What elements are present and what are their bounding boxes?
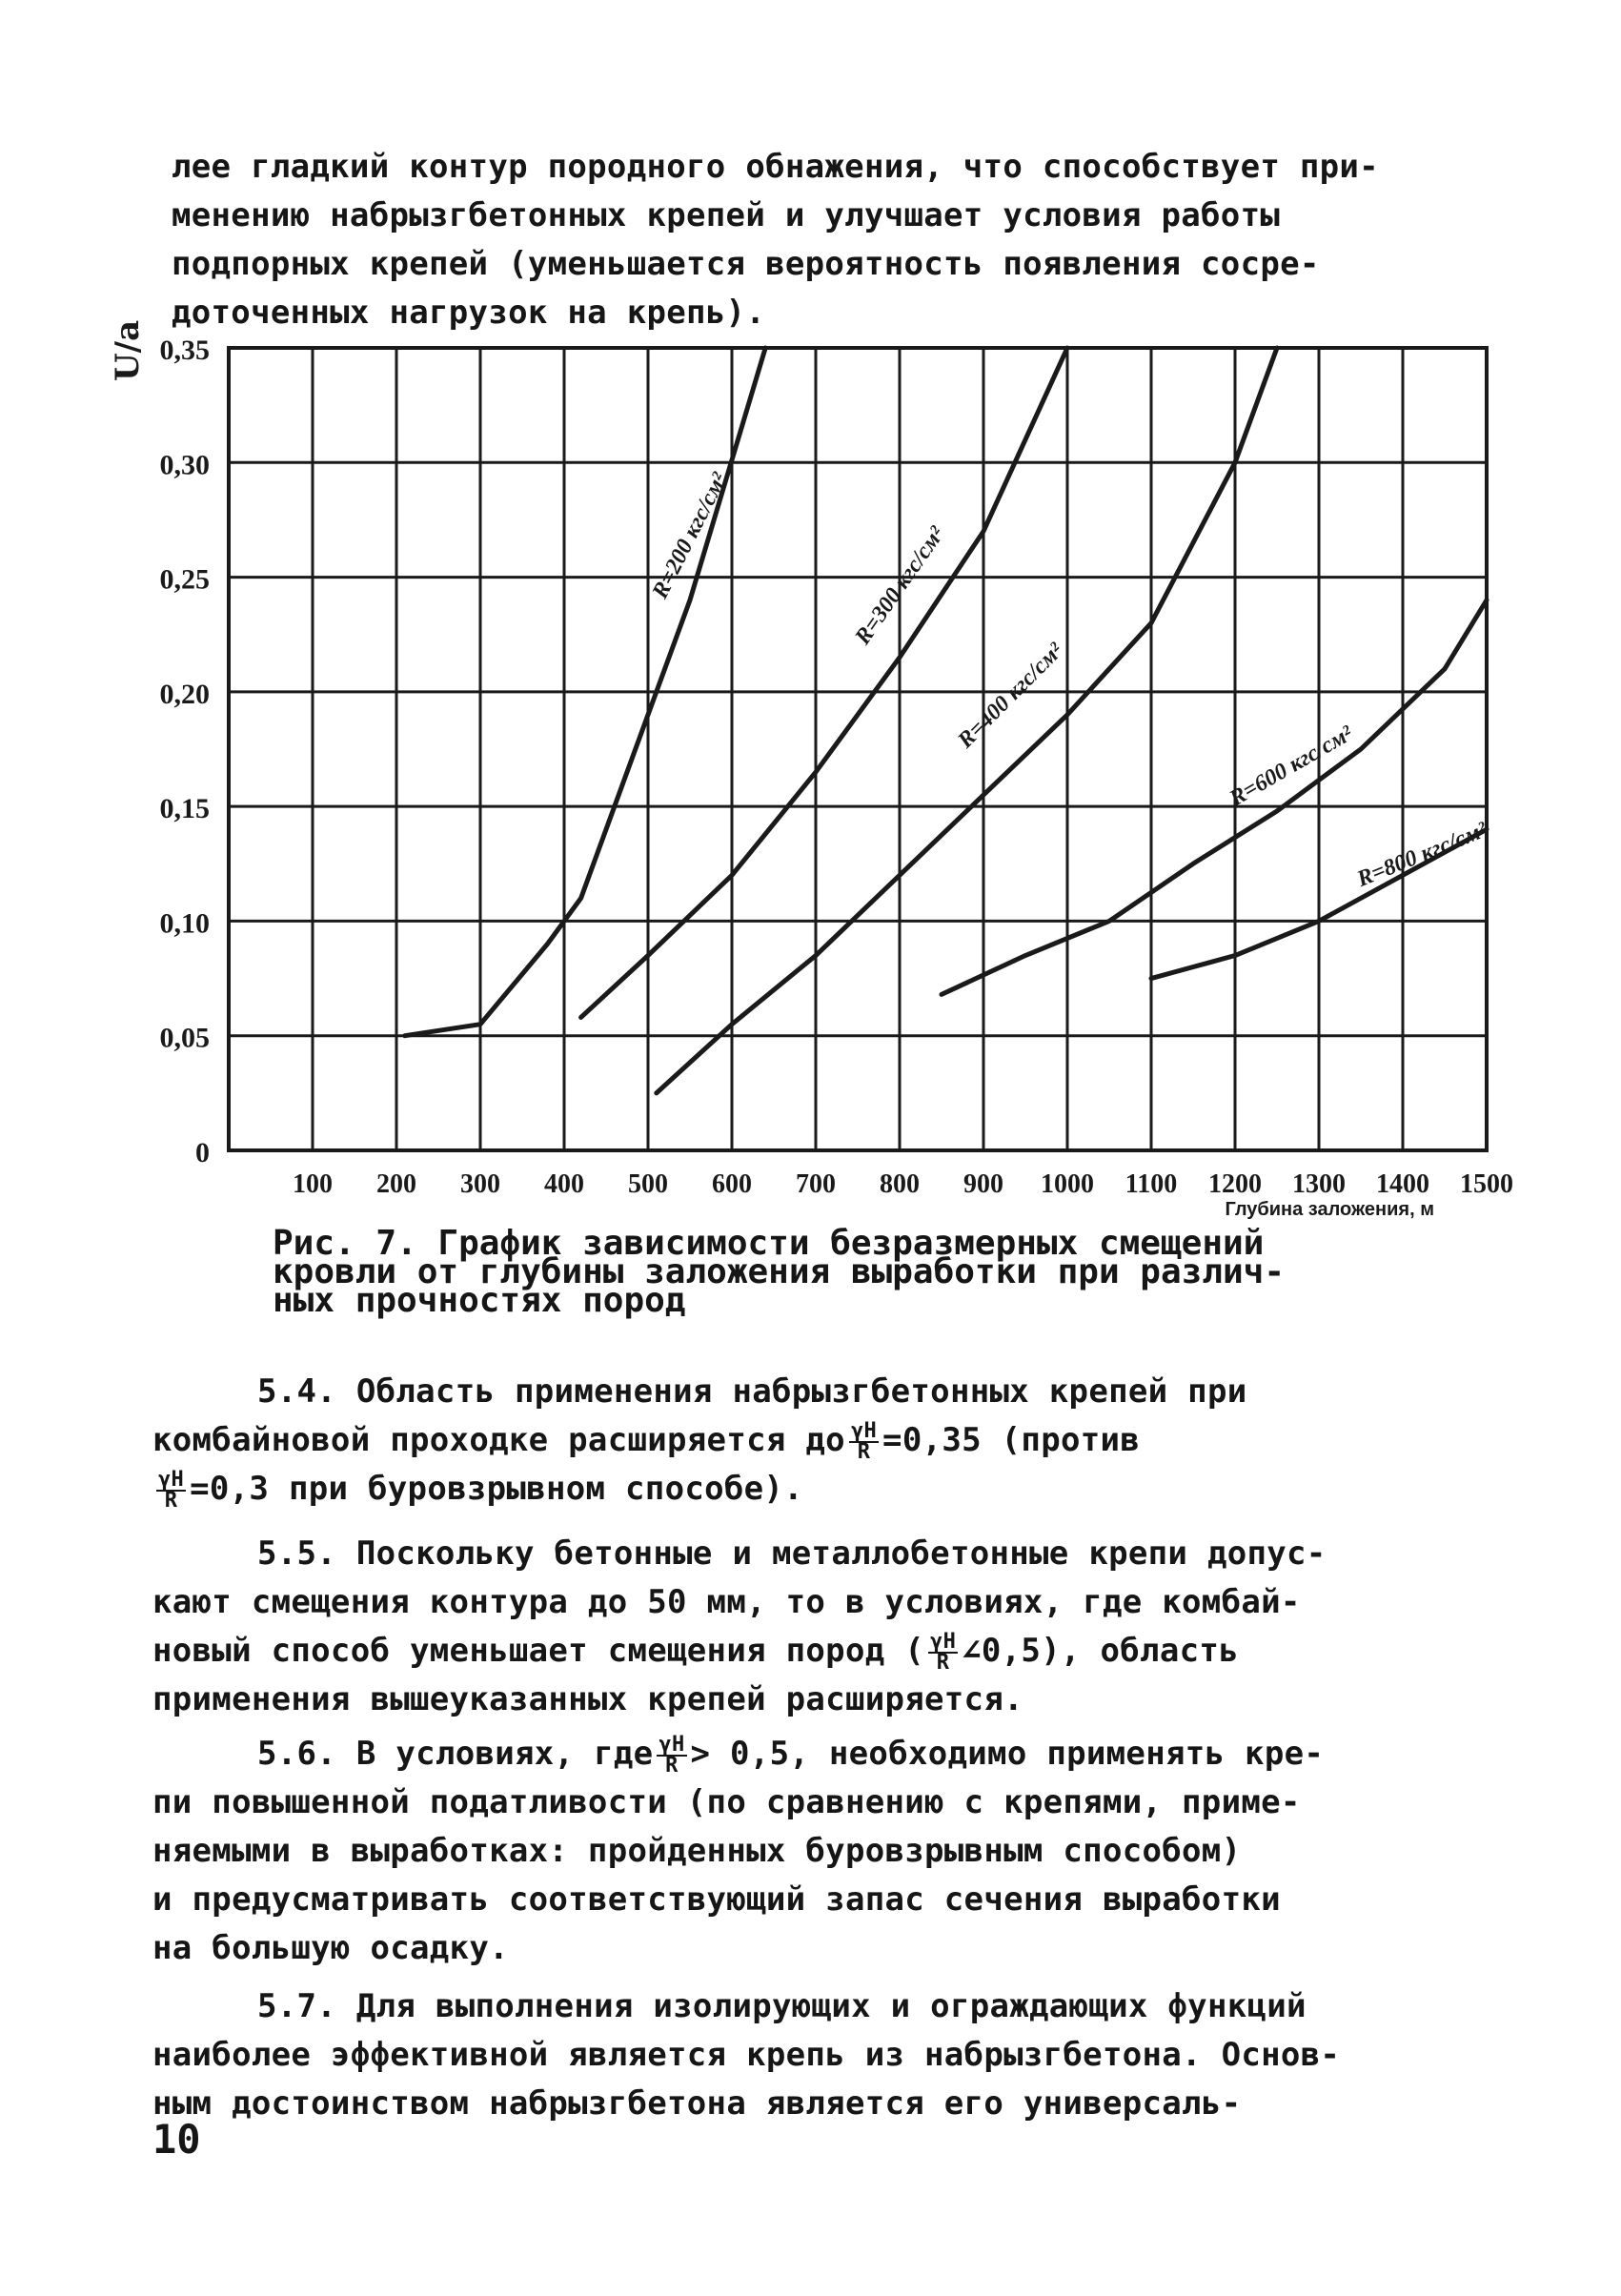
text-segment: =0,35 (против (882, 1421, 1141, 1459)
x-tick-label: 900 (963, 1169, 1003, 1199)
y-tick-label: 0,05 (159, 1022, 210, 1054)
y-tick-label: 0,30 (159, 449, 210, 481)
caption-line: кровли от глубины заложения выработки при различ- (273, 1252, 1286, 1291)
section-5-7 (152, 1982, 1340, 2128)
gamma-h-over-r-fraction (849, 1418, 879, 1464)
curve-label-4: R=600 кгс/см² (1226, 721, 1357, 812)
fraction-denominator: R (164, 1488, 178, 1513)
text-line: лее гладкий контур породного обнажения, что способствует при- (172, 148, 1379, 186)
figure-caption (273, 1224, 1286, 1320)
text-line: менению набрызгбетонных крепей и улучшает условия работы (172, 196, 1281, 234)
curve-2 (581, 348, 1067, 1017)
x-axis-label: Глубина заложения, м (1225, 1199, 1434, 1220)
text-segment: новый способ уменьшает смещения пород ( (152, 1632, 925, 1670)
curve-label-2: R=300 кгс/см² (850, 522, 950, 650)
curve-label-5: R=800 кгс/см² (1353, 817, 1491, 892)
section-5-5 (152, 1530, 1327, 1724)
gamma-h-over-r-fraction (156, 1467, 186, 1513)
fraction-denominator: R (857, 1439, 871, 1464)
x-tick-label: 1100 (1125, 1169, 1178, 1199)
text-line: 5.4. Область применения набрызгбетонных крепей при (257, 1372, 1247, 1411)
curve-4 (942, 600, 1487, 995)
text-line (152, 1416, 1247, 1465)
text-line: няемыми в выработках: пройденных буровзрывным способом) (152, 1832, 1242, 1870)
fraction-numerator: γH (158, 1467, 185, 1492)
text-line: наиболее эффективной является крепь из набрызгбетона. Основ- (152, 2036, 1341, 2074)
x-tick-label: 500 (628, 1169, 668, 1199)
x-tick-label: 1000 (1041, 1169, 1094, 1199)
x-tick-label: 1500 (1460, 1169, 1513, 1199)
fraction-numerator: γH (930, 1629, 957, 1654)
text-segment: ∠0,5), область (962, 1632, 1239, 1670)
x-tick-label: 300 (460, 1169, 500, 1199)
text-segment: > 0,5, необходимо применять кре- (690, 1735, 1325, 1773)
text-line: на большую осадку. (152, 1929, 509, 1967)
text-line (152, 1730, 1324, 1778)
x-tick-label: 400 (544, 1169, 584, 1199)
page-number: 10 (152, 2116, 201, 2163)
text-line: подпорных крепей (уменьшается вероятность появления сосре- (172, 245, 1320, 283)
text-line (152, 1627, 1327, 1676)
text-line (152, 1465, 1247, 1514)
gamma-h-over-r-fraction (928, 1629, 958, 1675)
fraction-numerator: γH (659, 1732, 685, 1757)
text-line: 5.7. Для выполнения изолирующих и ограждающих функций (257, 1987, 1307, 2025)
gamma-h-over-r-fraction (657, 1732, 686, 1778)
x-tick-label: 1300 (1292, 1169, 1346, 1199)
x-tick-label: 600 (712, 1169, 752, 1199)
y-tick-label: 0,10 (159, 907, 210, 940)
fraction-numerator: γH (850, 1418, 878, 1443)
caption-line: ных прочностях пород (273, 1281, 686, 1320)
text-line: 5.5. Поскольку бетонные и металлобетонные крепи допус- (257, 1534, 1327, 1573)
y-tick-label: 0,15 (159, 793, 210, 825)
text-line: ным достоинством набрызгбетона является его универсаль- (152, 2084, 1242, 2123)
section-5-6 (152, 1730, 1324, 1973)
text-line: применения вышеуказанных крепей расширяется. (152, 1680, 1023, 1718)
text-line: пи повышенной податливости (по сравнению с крепями, приме- (152, 1783, 1301, 1821)
x-tick-label: 700 (796, 1169, 836, 1199)
x-tick-label: 100 (293, 1169, 333, 1199)
section-5-4 (152, 1368, 1247, 1514)
curve-label-1: R=200 кгс/см² (647, 468, 733, 603)
curve-label-3: R=400 кгс/см² (953, 638, 1068, 754)
caption-line: Рис. 7. График зависимости безразмерных смещений (273, 1224, 1265, 1263)
y-axis-label: U/a (109, 319, 147, 381)
y-tick-label: 0,35 (159, 335, 210, 366)
text-line: и предусматривать соответствующий запас сечения выработки (152, 1880, 1281, 1919)
text-line: кают смещения контура до 50 мм, то в условиях, где комбай- (152, 1583, 1301, 1621)
x-tick-label: 1400 (1376, 1169, 1429, 1199)
x-tick-label: 800 (880, 1169, 920, 1199)
text-line: доточенных нагрузок на крепь). (172, 294, 766, 332)
text-segment: комбайновой проходке расширяется до (152, 1421, 845, 1459)
y-tick-label: 0 (195, 1137, 210, 1168)
fraction-denominator: R (936, 1650, 950, 1675)
x-tick-label: 200 (376, 1169, 416, 1199)
text-segment: 5.6. В условиях, где (257, 1735, 654, 1773)
x-tick-label: 1200 (1208, 1169, 1262, 1199)
y-tick-label: 0,20 (159, 678, 210, 710)
text-segment: =0,3 при буровзрывном способе). (190, 1470, 803, 1508)
fraction-denominator: R (665, 1753, 679, 1778)
y-tick-label: 0,25 (159, 563, 210, 596)
